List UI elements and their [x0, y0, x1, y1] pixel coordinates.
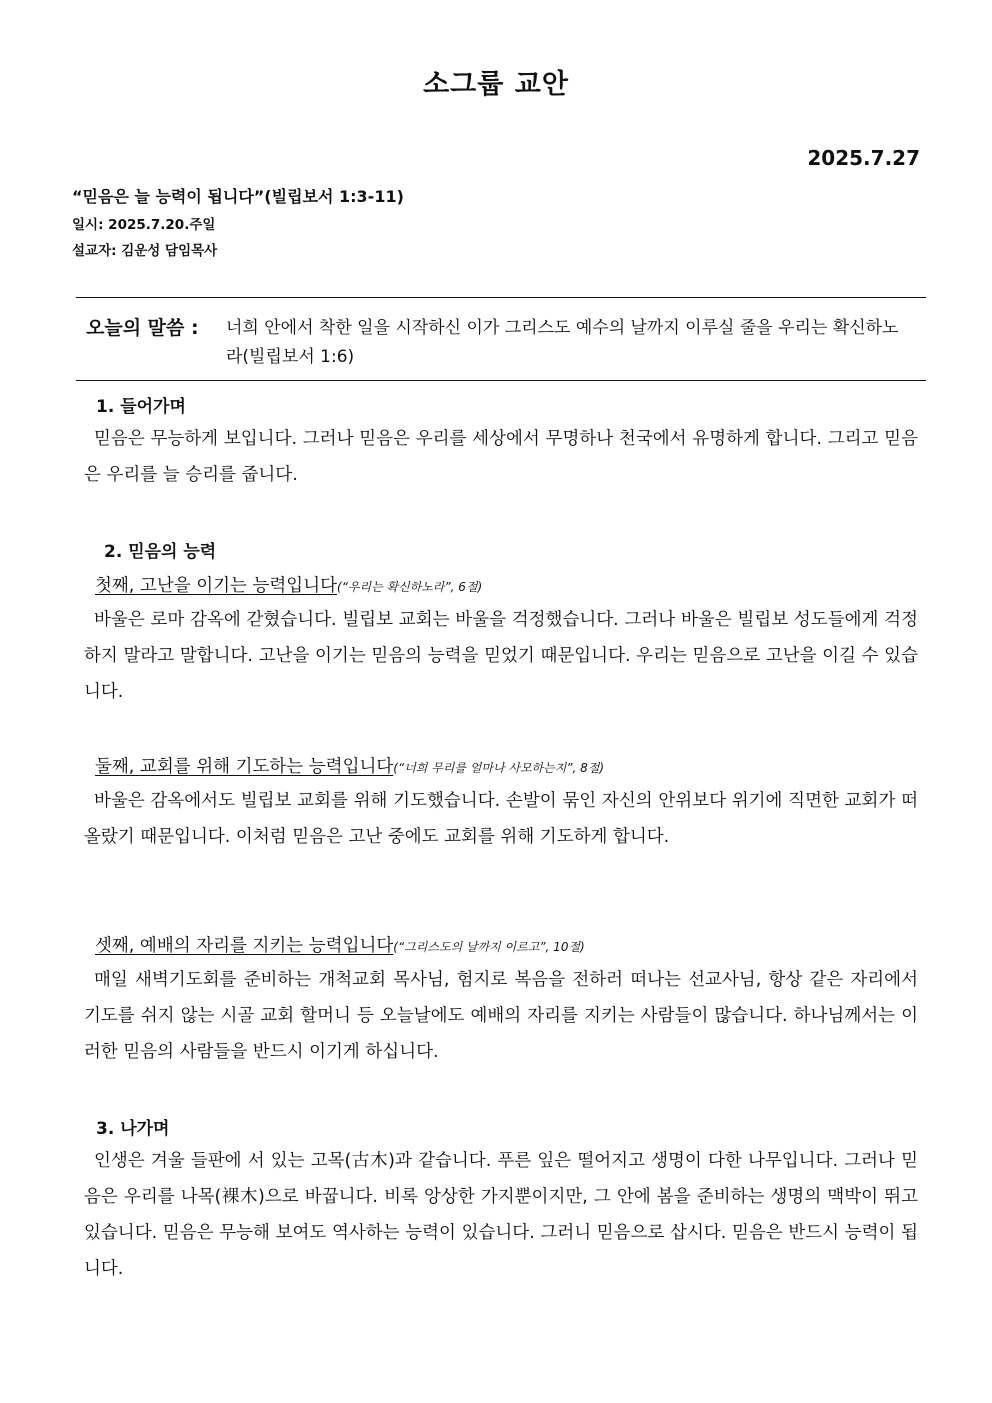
section-heading-power: 2. 믿음의 능력 [104, 542, 217, 562]
point-heading-second [95, 753, 604, 778]
point-cite-second: (“너희 무리를 얼마나 사모하는지”, 8절) [393, 761, 605, 775]
verse-label: 오늘의 말씀 : [86, 317, 199, 339]
section-body-closing: 인생은 겨울 들판에 서 있는 고목(古木)과 같습니다. 푸른 잎은 떨어지고 생명이 다한 나무입니다. 그러나 믿음은 우리를 나목(裸木)으로 바꿉니다. 비록 앙상한 가지뿐이지만, 그 안에 봄을 준비하는 생명의 맥박이 뛰고 있습니다. 믿음은 무능해 보여도 역사하는 능력이 있습니다. 그러니 믿음으로 삽시다. 믿음은 반드시 능력이 됩니다. [84, 1151, 918, 1279]
point-cite-third: (“그리스도의 날까지 이르고”, 10절) [393, 940, 585, 954]
document-date: 2025.7.27 [807, 146, 920, 170]
section-body-intro: 믿음은 무능하게 보입니다. 그러나 믿음은 우리를 세상에서 무명하나 천국에서 유명하게 합니다. 그리고 믿음은 우리를 늘 승리를 줍니다. [84, 429, 918, 485]
point-body-third: 매일 새벽기도회를 준비하는 개척교회 목사님, 험지로 복음을 전하러 떠나는 선교사님, 항상 같은 자리에서 기도를 쉬지 않는 시골 교회 할머니 등 오늘날에도 예배의 자리를 지키는 사람들이 많습니다. 하나님께서는 이러한 믿음의 사람들을 반드시 이기게 하십니다. [84, 970, 918, 1062]
verse-top-divider [76, 297, 926, 298]
section-heading-closing: 3. 나가며 [96, 1119, 170, 1139]
section-heading-intro: 1. 들어가며 [96, 397, 186, 417]
sermon-title: “믿음은 늘 능력이 됩니다”(빌립보서 1:3-11) [72, 187, 404, 206]
verse-text: 너희 안에서 착한 일을 시작하신 이가 그리스도 예수의 날까지 이루실 줄을 우리는 확신하노라(빌립보서 1:6) [226, 318, 899, 367]
point-title-second: 둘째, 교회를 위해 기도하는 능력입니다 [95, 757, 394, 777]
point-body-second: 바울은 감옥에서도 빌립보 교회를 위해 기도했습니다. 손발이 묶인 자신의 안위보다 위기에 직면한 교회가 떠올랐기 때문입니다. 이처럼 믿음은 고난 중에도 교회를 위해 기도하게 합니다. [84, 791, 918, 847]
point-cite-first: (“우리는 확신하노라”, 6절) [337, 580, 483, 594]
point-title-first: 첫째, 고난을 이기는 능력입니다 [95, 576, 338, 596]
sermon-date: 일시: 2025.7.20.주일 [72, 217, 216, 233]
page-title: 소그룹 교안 [423, 69, 569, 100]
point-heading-first [95, 572, 482, 597]
point-heading-third [95, 932, 585, 957]
verse-bottom-divider [76, 380, 926, 381]
point-body-first: 바울은 로마 감옥에 갇혔습니다. 빌립보 교회는 바울을 걱정했습니다. 그러나 바울은 빌립보 성도들에게 걱정하지 말라고 말합니다. 고난을 이기는 믿음의 능력을 믿었기 때문입니다. 우리는 믿음으로 고난을 이길 수 있습니다. [84, 610, 918, 702]
preacher: 설교자: 김운성 담임목사 [72, 243, 218, 259]
point-title-third: 셋째, 예배의 자리를 지키는 능력입니다 [95, 936, 394, 956]
